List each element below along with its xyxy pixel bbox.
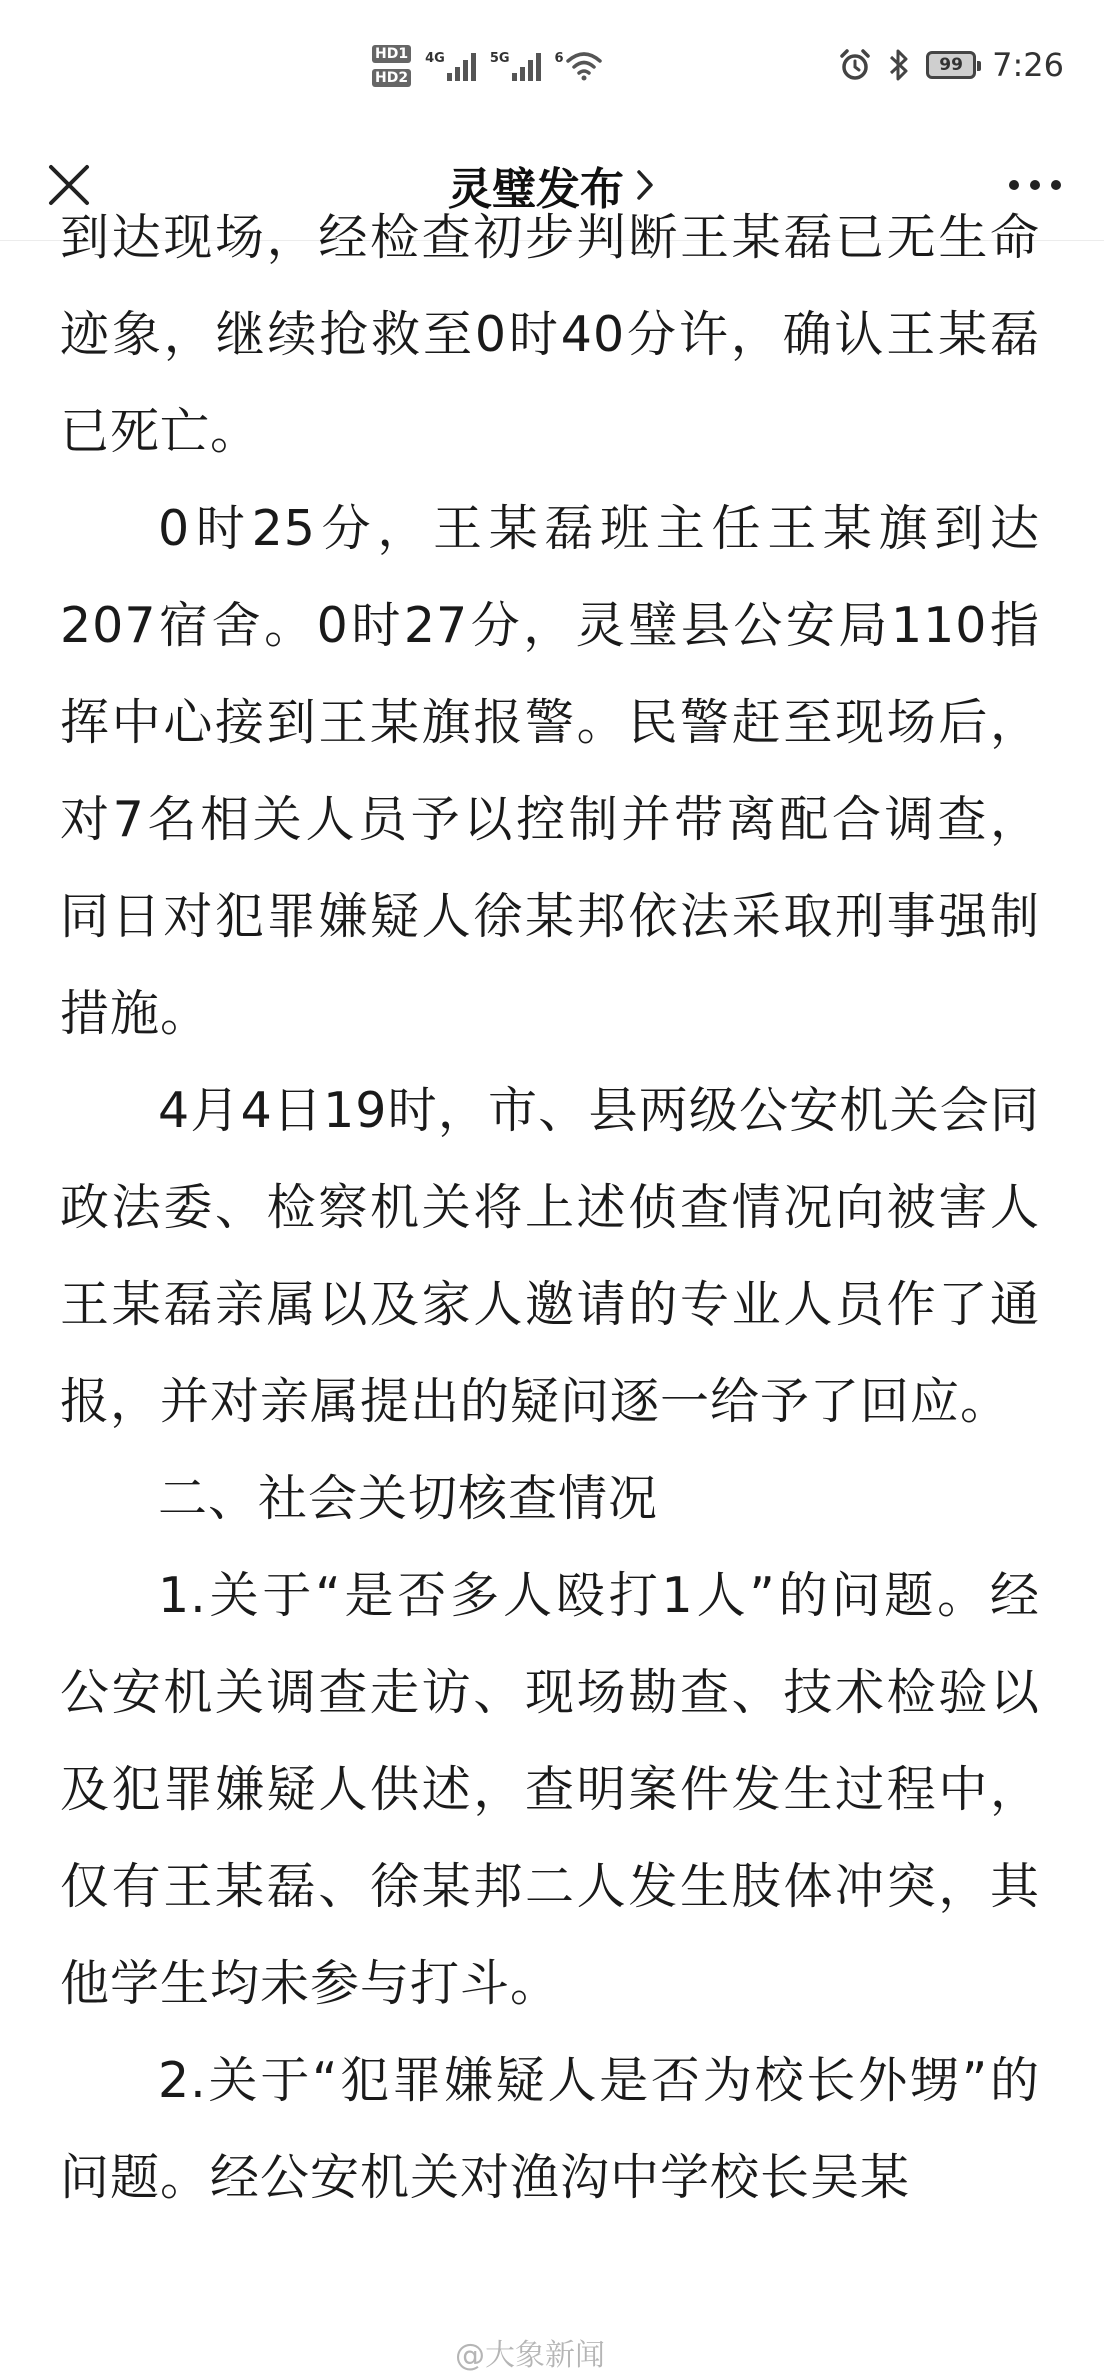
status-right xyxy=(838,40,1064,90)
hd1-badge: HD1 xyxy=(372,45,411,63)
wifi-status xyxy=(555,51,602,81)
watermark: @大象新闻 xyxy=(455,2338,605,2373)
article-content xyxy=(60,189,1040,2226)
clock: 7:26 xyxy=(992,46,1064,84)
section-heading: 二、社会关切核查情况 xyxy=(158,1470,659,1527)
signal-icon xyxy=(447,51,476,81)
article-paragraph: 0时25分，王某磊班主任王某旗到达207宿舍。0时27分，灵璧县公安局110指挥中心接到王某旗报警。民警赶至现场后，对7名相关人员予以控制并带离配合调查，同日对犯罪嫌疑人徐某邦依法采取刑事强制措施。 xyxy=(60,500,1040,1042)
article-paragraph: 4月4日19时，市、县两级公安机关会同政法委、检察机关将上述侦查情况向被害人王某磊亲属以及家人邀请的专业人员作了通报，并对亲属提出的疑问逐一给予了回应。 xyxy=(60,1082,1040,1430)
signal-2 xyxy=(490,51,541,81)
status-bar xyxy=(0,0,1104,130)
article-paragraph: 2.关于“犯罪嫌疑人是否为校长外甥”的问题。经公安机关对渔沟中学校长吴某 xyxy=(60,2052,1040,2206)
network-type-1: 4G xyxy=(425,51,445,66)
hd-badges xyxy=(372,45,411,87)
signal-1 xyxy=(425,51,476,81)
bluetooth-icon xyxy=(888,47,910,83)
page-title: 灵璧发布 xyxy=(448,164,624,215)
battery-icon: 99 xyxy=(926,51,976,79)
article-paragraph: 1.关于“是否多人殴打1人”的问题。经公安机关调查走访、现场勘查、技术检验以及犯罪嫌疑人供述，查明案件发生过程中，仅有王某磊、徐某邦二人发生肢体冲突，其他学生均未参与打斗。 xyxy=(60,1567,1040,2012)
hd2-badge: HD2 xyxy=(372,69,411,87)
alarm-icon xyxy=(838,48,872,82)
article-paragraph: 到达现场，经检查初步判断王某磊已无生命迹象，继续抢救至0时40分许，确认王某磊已死亡。 xyxy=(60,209,1040,460)
wifi-badge: 6 xyxy=(554,51,564,66)
status-left xyxy=(372,36,602,96)
article-body[interactable] xyxy=(0,209,1104,2376)
signal-icon xyxy=(512,51,541,81)
wifi-icon xyxy=(566,51,602,81)
network-type-2: 5G xyxy=(489,51,510,66)
